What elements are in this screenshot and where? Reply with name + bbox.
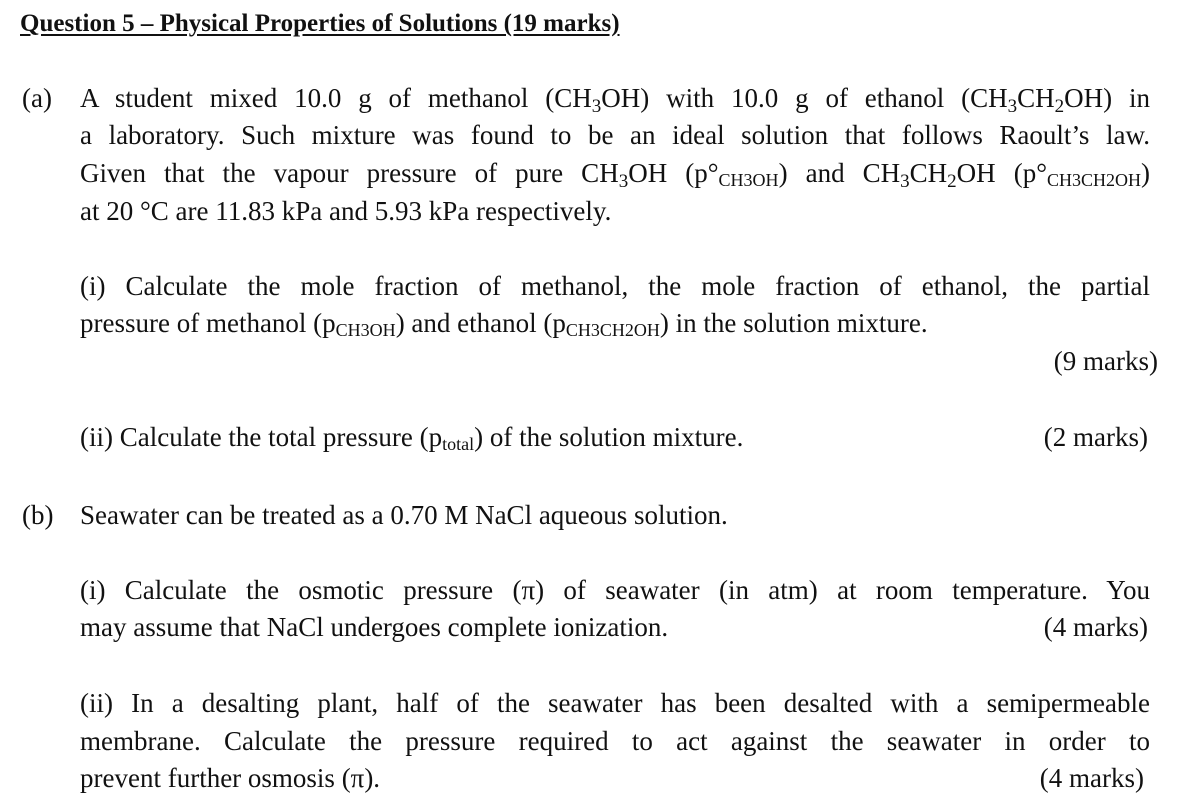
part-b-ii-line-2: membrane. Calculate the pressure required to act against the seawater in order to (80, 726, 1150, 756)
part-a-line-1: A student mixed 10.0 g of methanol $(CH_3OH)$ with 10.0 g of ethanol $(CH_3CH_2OH)$ in (80, 83, 1151, 117)
part-a-line-4: at 20 °C are 11.83 kPa and 5.93 kPa respectively. (80, 196, 612, 226)
part-b-ii-marks: (4 marks) (1039, 763, 1144, 793)
part-a-label: (a) (22, 83, 52, 113)
question-title: Question 5 – Physical Properties of Solutions (19 marks) (20, 10, 620, 37)
part-b-ii-line-3: prevent further osmosis (π). (80, 763, 381, 793)
part-a-i-line-1: (i) Calculate the mole fraction of methanol, the mole fraction of ethanol, the partial (80, 271, 1150, 301)
part-a-i-line-2: pressure of methanol (pCH3OH) and ethanol (pCH3CH2OH) in the solution mixture. (80, 308, 928, 340)
part-b-line-1: Seawater can be treated as a 0.70 M NaCl aqueous solution. (80, 500, 728, 530)
part-a-line-2: a laboratory. Such mixture was found to be an ideal solution that follows Raoult’s law. (80, 120, 1150, 150)
part-a-i-marks: (9 marks) (1053, 346, 1158, 376)
part-b-i-line-2: may assume that NaCl undergoes complete ionization. (80, 612, 669, 642)
part-a-ii-marks: (2 marks) (1043, 422, 1148, 452)
part-a-line-3: Given that the vapour pressure of pure $CH_3OH$ (p°CH3OH) and $CH_3CH_2OH$ (p°CH3CH2OH) (80, 158, 1151, 192)
part-b-label: (b) (22, 500, 54, 530)
part-b-ii-line-1: (ii) In a desalting plant, half of the seawater has been desalted with a semipermeable (80, 688, 1150, 718)
part-b-i-marks: (4 marks) (1043, 612, 1148, 642)
part-a-ii-line: (ii) Calculate the total pressure (ptotal) of the solution mixture. (80, 422, 744, 454)
part-b-i-line-1: (i) Calculate the osmotic pressure (π) of seawater (in atm) at room temperature. You (80, 575, 1150, 605)
